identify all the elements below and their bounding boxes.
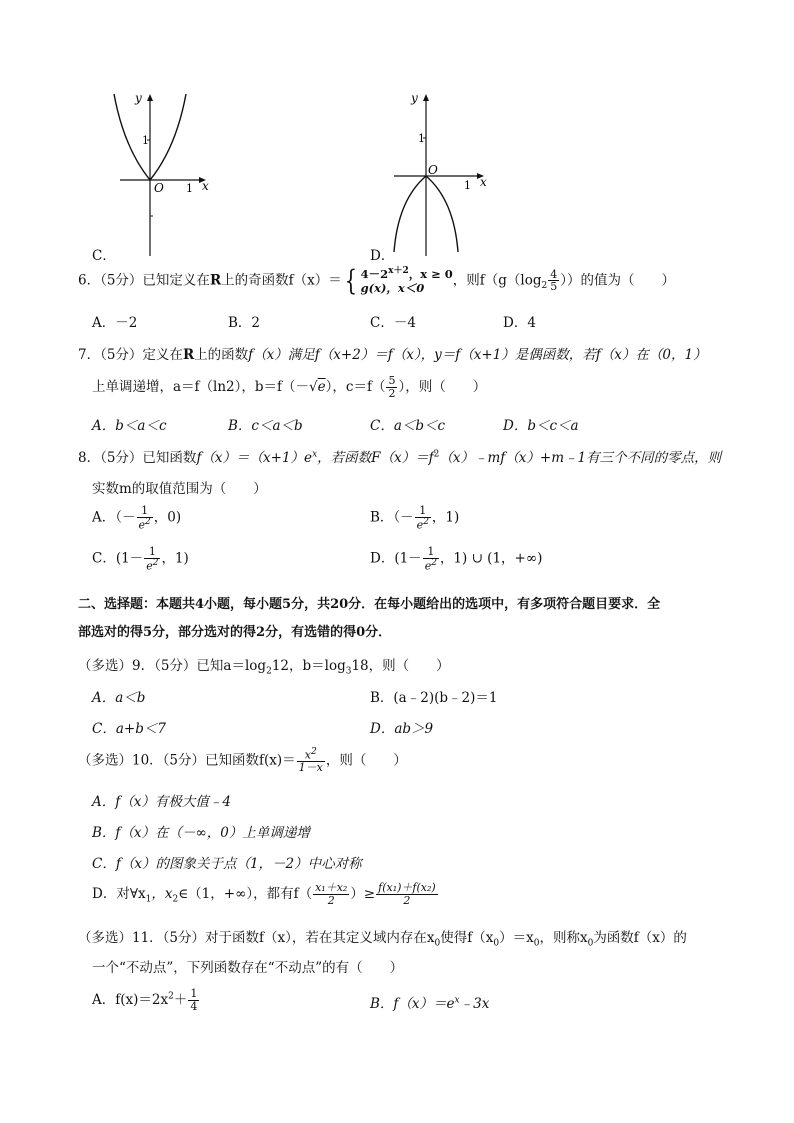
graph-c-tick-x-label: 1 bbox=[186, 182, 193, 195]
q8-option-a: A．（－ $\frac{1}{e^2}$ ，0) bbox=[92, 504, 182, 532]
q7-option-b: B．c＜a＜b bbox=[228, 418, 303, 434]
q6-option-a: A．－2 bbox=[92, 315, 138, 331]
q9-option-b: B．(a﹣2)(b﹣2)＝1 bbox=[370, 690, 498, 706]
graph-c-tick-y-label: 1 bbox=[142, 134, 149, 147]
section2-heading-line2: 部选对的得5分，部分选对的得2分，有选错的得0分． bbox=[78, 625, 392, 640]
q8-option-d: D．(1－ $\frac{1}{e^2}$ ，1) ∪ (1，+∞) bbox=[370, 545, 543, 573]
q7-option-c: C．a＜b＜c bbox=[370, 418, 446, 434]
graph-d-label: D． bbox=[370, 248, 395, 264]
graph-d-x-label: x bbox=[480, 175, 487, 189]
q8-option-b: B．（－ $\frac{1}{e^2}$ ，1) bbox=[370, 504, 460, 532]
q10-option-d: D．对$\forall x_1$，$x_2\in(1$，+∞），都有f（ $\frac{\text{x₁＋x₂}}{2}$ ）≥ $\frac{\text{f(x₁)＋f(x₂)}}{2}$ bbox=[92, 881, 436, 907]
graph-c-y-label: y bbox=[135, 91, 142, 105]
q7-fraction: $\frac{5}{2}$ bbox=[388, 374, 396, 400]
q7-option-a: A．b＜a＜c bbox=[92, 418, 167, 434]
q10-option-c: C．f（x）的图象关于点（1，－2）中心对称 bbox=[92, 856, 362, 872]
section2-heading-line1: 二、选择题：本题共4小题，每小题5分，共20分．在每小题给出的选项中，有多项符合题目要求．全 bbox=[78, 597, 661, 612]
q11-option-b: B．$f(x)=e^x﹣3x$ bbox=[370, 995, 490, 1012]
q9-option-c: C．a+b＜7 bbox=[92, 721, 166, 737]
graph-c-label: C． bbox=[92, 248, 116, 264]
graph-d-y-label: y bbox=[411, 91, 418, 105]
q10-fraction: $\frac{x^2}{1-x}$ bbox=[298, 747, 323, 775]
graph-c-origin: O bbox=[154, 181, 164, 195]
q9-option-d: D．ab＞9 bbox=[370, 721, 434, 737]
q9-stem: （多选）9．（5分）已知$a=\log_212$，$b=\log_318$，则（ ） bbox=[78, 658, 450, 677]
q8-line1: 8．（5分）已知函数$f(x)=(x+1)e^x$，若函数$F(x)=f^2(x)﹣mf(x)+m﹣1$有三个不同的零点，则 bbox=[78, 449, 722, 466]
q9-option-a: A．a＜b bbox=[92, 690, 146, 706]
q7-line1: 7．（5分）定义在R上的函数f（x）满足f（x+2）＝f（x），y＝f（x+1）是偶函数，若f（x）在（0，1） bbox=[78, 347, 707, 363]
q7-line2: 上单调递增，a＝f（ln2），b＝f（－√e），c＝f（ $\frac{5}{2}$ ），则（ ） bbox=[92, 374, 487, 400]
q8-option-c: C．(1－ $\frac{1}{e^2}$ ，1) bbox=[92, 545, 189, 573]
q10-stem: （多选）10．（5分）已知函数f(x)＝ $\frac{x^2}{1-x}$ ，则（ ） bbox=[78, 747, 407, 775]
q11-line1: （多选）11．（5分）对于函数f（x），若在其定义域内存在$x_0$使得$f(x_0)=x_0$，则称$x_0$为函数f（x）的 bbox=[78, 930, 687, 949]
graph-d bbox=[388, 88, 498, 260]
sqrt-e: √e bbox=[309, 379, 326, 395]
graph-d-origin: O bbox=[428, 163, 438, 177]
q10-option-b: B．f（x）在（－∞，0）上单调递增 bbox=[92, 825, 310, 841]
q7-option-d: D．b＜c＜a bbox=[503, 418, 579, 434]
q6-option-b: B．2 bbox=[228, 315, 261, 331]
graph-d-tick-x-label: 1 bbox=[464, 179, 471, 192]
q6-option-c: C．－4 bbox=[370, 315, 416, 331]
q11-option-a: A．$f(x)=2x^2+$ $\frac{1}{4}$ bbox=[92, 987, 198, 1013]
q10-option-a: A．f（x）有极大值﹣4 bbox=[92, 794, 231, 810]
graph-c bbox=[110, 88, 220, 260]
graph-c-x-label: x bbox=[202, 179, 209, 193]
q11-line2: 一个“不动点”，下列函数存在“不动点”的有（ ） bbox=[92, 960, 404, 976]
q6-option-d: D．4 bbox=[503, 315, 536, 331]
piecewise-cases: $4-2^{x+2}$，x ≥ 0 g(x)，x＜0 bbox=[360, 266, 453, 296]
graph-d-tick-y-label: 1 bbox=[418, 132, 425, 145]
graph-c-y-arrow bbox=[147, 94, 153, 101]
q8-line2: 实数m的取值范围为（ ） bbox=[92, 481, 267, 497]
piecewise-brace: { bbox=[344, 263, 357, 297]
q6-fraction: $\frac{4}{5}$ bbox=[550, 267, 558, 294]
graph-d-y-arrow bbox=[423, 94, 429, 101]
q6-stem: 6．（5分）已知定义在R上的奇函数f（x）＝{ $4-2^{x+2}$，x ≥ 0 g(x)，x＜0 ，则$f(g(\log_2$ $\frac{4}{5}$ ））的值为（ ） bbox=[78, 263, 676, 297]
